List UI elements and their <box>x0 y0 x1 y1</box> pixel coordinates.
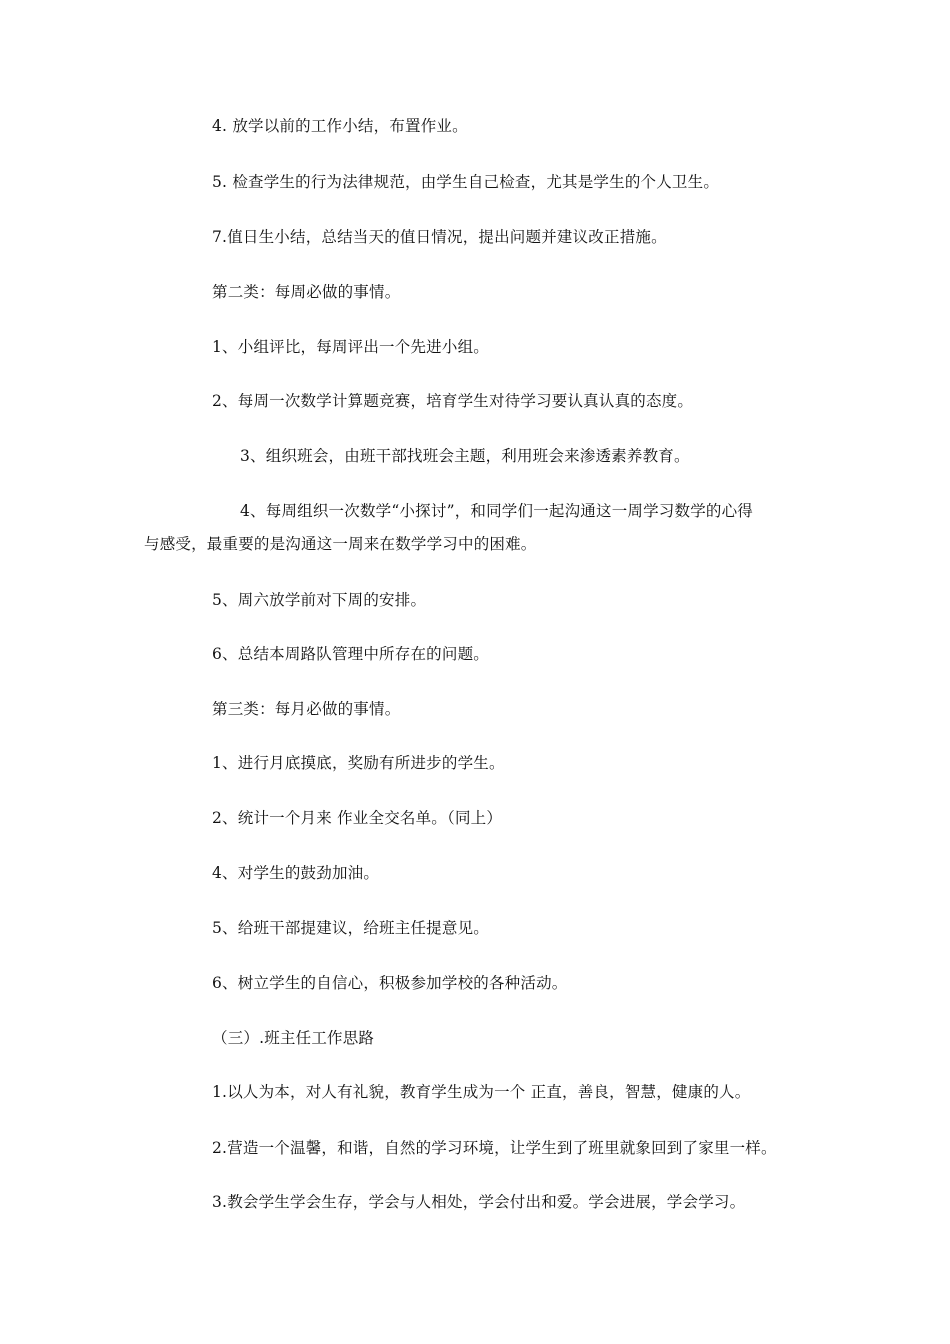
section-heading: （三）.班主任工作思路 <box>212 1029 375 1047</box>
paragraph-line: 4. 放学以前的工作小结，布置作业。 <box>212 117 468 135</box>
paragraph-line: 4、对学生的鼓劲加油。 <box>212 864 380 882</box>
paragraph-line: 5、周六放学前对下周的安排。 <box>212 591 427 609</box>
paragraph-line: 1.以人为本，对人有礼貌，教育学生成为一个 正直，善良，智慧，健康的人。 <box>212 1083 751 1101</box>
section-heading: 第三类：每月必做的事情。 <box>212 700 401 718</box>
paragraph-line: 4、每周组织一次数学“小探讨”，和同学们一起沟通这一周学习数学的心得 <box>240 502 754 520</box>
paragraph-line-continuation: 与感受，最重要的是沟通这一周来在数学学习中的困难。 <box>144 535 537 553</box>
paragraph-line: 5. 检查学生的行为法律规范，由学生自己检查，尤其是学生的个人卫生。 <box>212 173 720 191</box>
paragraph-line: 2.营造一个温馨，和谐，自然的学习环境，让学生到了班里就象回到了家里一样。 <box>212 1139 777 1157</box>
paragraph-line: 6、总结本周路队管理中所存在的问题。 <box>212 645 489 663</box>
paragraph-line: 2、统计一个月来 作业全交名单。（同上） <box>212 809 503 827</box>
paragraph-line: 3、组织班会，由班干部找班会主题，利用班会来渗透素养教育。 <box>240 447 690 465</box>
paragraph-line: 3.教会学生学会生存，学会与人相处，学会付出和爱。学会进展，学会学习。 <box>212 1193 746 1211</box>
paragraph-line: 1、小组评比，每周评出一个先进小组。 <box>212 338 489 356</box>
paragraph-line: 2、每周一次数学计算题竞赛，培育学生对待学习要认真认真的态度。 <box>212 392 694 410</box>
paragraph-line: 6、树立学生的自信心，积极参加学校的各种活动。 <box>212 974 568 992</box>
paragraph-line: 5、给班干部提建议，给班主任提意见。 <box>212 919 489 937</box>
paragraph-line: 1、进行月底摸底，奖励有所进步的学生。 <box>212 754 505 772</box>
paragraph-line: 7.值日生小结，总结当天的值日情况，提出问题并建议改正措施。 <box>212 228 667 246</box>
section-heading: 第二类：每周必做的事情。 <box>212 283 401 301</box>
